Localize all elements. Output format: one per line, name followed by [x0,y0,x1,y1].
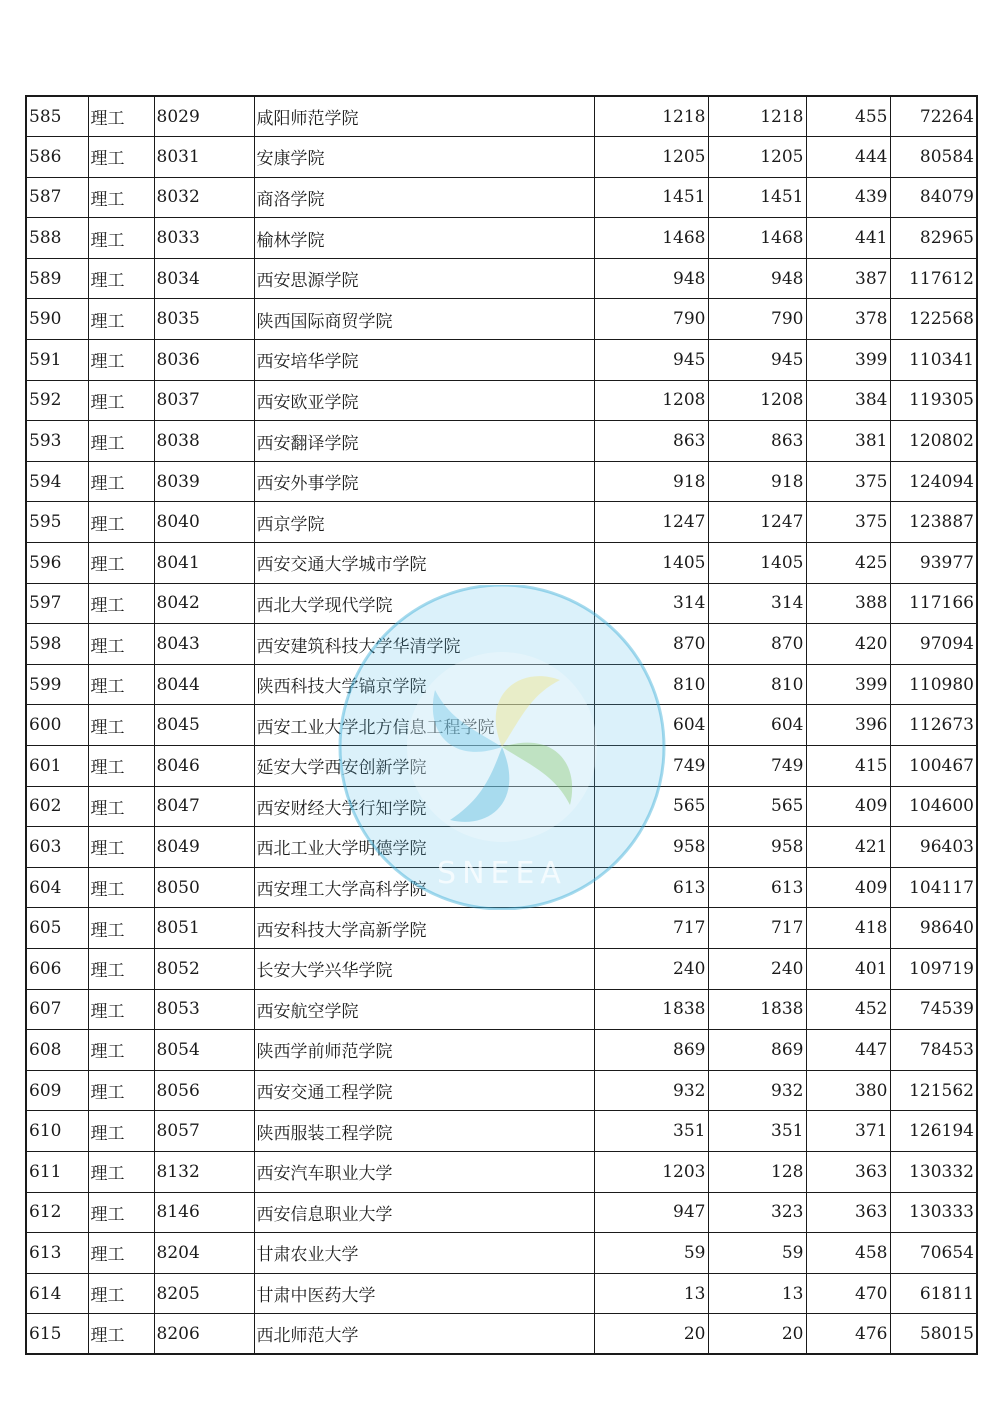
plan-count-cell: 717 [594,908,708,949]
plan-count-cell: 948 [594,258,708,299]
category-cell: 理工 [88,340,154,381]
min-score-cell: 452 [806,989,890,1030]
admitted-count-cell: 13 [708,1273,806,1314]
school-name-cell: 西安欧亚学院 [254,380,594,421]
table-row [26,948,977,989]
admitted-count-cell: 918 [708,461,806,502]
row-index-cell: 613 [26,1233,88,1274]
school-code-cell: 8042 [154,583,254,624]
plan-count-cell: 947 [594,1192,708,1233]
school-code-cell: 8056 [154,1070,254,1111]
school-code-cell: 8146 [154,1192,254,1233]
table-row [26,583,977,624]
min-score-cell: 375 [806,461,890,502]
school-code-cell: 8206 [154,1314,254,1355]
plan-count-cell: 945 [594,340,708,381]
table-row [26,1233,977,1274]
min-score-cell: 396 [806,705,890,746]
category-cell: 理工 [88,1273,154,1314]
row-index-cell: 607 [26,989,88,1030]
school-name-cell: 陕西服装工程学院 [254,1111,594,1152]
table-row [26,1192,977,1233]
category-cell: 理工 [88,1233,154,1274]
table-body [26,96,977,1354]
school-code-cell: 8031 [154,137,254,178]
row-index-cell: 593 [26,421,88,462]
admitted-count-cell: 1218 [708,96,806,137]
admitted-count-cell: 20 [708,1314,806,1355]
min-score-cell: 375 [806,502,890,543]
admitted-count-cell: 604 [708,705,806,746]
rank-cell: 119305 [890,380,977,421]
admitted-count-cell: 948 [708,258,806,299]
category-cell: 理工 [88,989,154,1030]
school-name-cell: 西安信息职业大学 [254,1192,594,1233]
admitted-count-cell: 314 [708,583,806,624]
admitted-count-cell: 932 [708,1070,806,1111]
plan-count-cell: 1451 [594,177,708,218]
school-name-cell: 西安财经大学行知学院 [254,786,594,827]
category-cell: 理工 [88,1314,154,1355]
row-index-cell: 615 [26,1314,88,1355]
school-name-cell: 西安工业大学北方信息工程学院 [254,705,594,746]
table-row [26,1273,977,1314]
school-code-cell: 8041 [154,543,254,584]
admitted-count-cell: 790 [708,299,806,340]
rank-cell: 100467 [890,746,977,787]
plan-count-cell: 870 [594,624,708,665]
min-score-cell: 415 [806,746,890,787]
admitted-count-cell: 1208 [708,380,806,421]
category-cell: 理工 [88,583,154,624]
table-row [26,177,977,218]
admitted-count-cell: 1405 [708,543,806,584]
school-name-cell: 西安建筑科技大学华清学院 [254,624,594,665]
school-code-cell: 8046 [154,746,254,787]
school-name-cell: 西安汽车职业大学 [254,1151,594,1192]
min-score-cell: 401 [806,948,890,989]
admitted-count-cell: 565 [708,786,806,827]
plan-count-cell: 314 [594,583,708,624]
table-row [26,258,977,299]
admitted-count-cell: 240 [708,948,806,989]
category-cell: 理工 [88,705,154,746]
table-row [26,137,977,178]
category-cell: 理工 [88,177,154,218]
school-code-cell: 8204 [154,1233,254,1274]
table-row [26,1070,977,1111]
table-row [26,96,977,137]
row-index-cell: 602 [26,786,88,827]
school-code-cell: 8049 [154,827,254,868]
school-code-cell: 8051 [154,908,254,949]
admitted-count-cell: 1247 [708,502,806,543]
plan-count-cell: 1218 [594,96,708,137]
table-row [26,786,977,827]
school-code-cell: 8040 [154,502,254,543]
category-cell: 理工 [88,421,154,462]
school-code-cell: 8039 [154,461,254,502]
school-code-cell: 8029 [154,96,254,137]
row-index-cell: 603 [26,827,88,868]
rank-cell: 120802 [890,421,977,462]
table-row [26,867,977,908]
category-cell: 理工 [88,299,154,340]
school-name-cell: 西安翻译学院 [254,421,594,462]
category-cell: 理工 [88,624,154,665]
school-name-cell: 安康学院 [254,137,594,178]
table-row [26,989,977,1030]
category-cell: 理工 [88,1070,154,1111]
category-cell: 理工 [88,746,154,787]
plan-count-cell: 613 [594,867,708,908]
rank-cell: 122568 [890,299,977,340]
plan-count-cell: 1405 [594,543,708,584]
admitted-count-cell: 1838 [708,989,806,1030]
min-score-cell: 409 [806,786,890,827]
rank-cell: 72264 [890,96,977,137]
row-index-cell: 592 [26,380,88,421]
row-index-cell: 595 [26,502,88,543]
plan-count-cell: 20 [594,1314,708,1355]
rank-cell: 97094 [890,624,977,665]
admitted-count-cell: 749 [708,746,806,787]
admitted-count-cell: 613 [708,867,806,908]
plan-count-cell: 918 [594,461,708,502]
table-row [26,664,977,705]
admitted-count-cell: 870 [708,624,806,665]
row-index-cell: 599 [26,664,88,705]
min-score-cell: 470 [806,1273,890,1314]
table-row [26,624,977,665]
row-index-cell: 588 [26,218,88,259]
category-cell: 理工 [88,827,154,868]
table-row [26,827,977,868]
school-code-cell: 8033 [154,218,254,259]
category-cell: 理工 [88,948,154,989]
row-index-cell: 608 [26,1030,88,1071]
min-score-cell: 363 [806,1151,890,1192]
min-score-cell: 421 [806,827,890,868]
school-name-cell: 甘肃农业大学 [254,1233,594,1274]
category-cell: 理工 [88,908,154,949]
category-cell: 理工 [88,664,154,705]
min-score-cell: 444 [806,137,890,178]
row-index-cell: 596 [26,543,88,584]
school-code-cell: 8038 [154,421,254,462]
min-score-cell: 387 [806,258,890,299]
category-cell: 理工 [88,258,154,299]
table-row [26,1030,977,1071]
rank-cell: 130333 [890,1192,977,1233]
plan-count-cell: 810 [594,664,708,705]
category-cell: 理工 [88,380,154,421]
rank-cell: 112673 [890,705,977,746]
min-score-cell: 418 [806,908,890,949]
category-cell: 理工 [88,1030,154,1071]
category-cell: 理工 [88,1111,154,1152]
school-name-cell: 陕西科技大学镐京学院 [254,664,594,705]
plan-count-cell: 1468 [594,218,708,259]
min-score-cell: 441 [806,218,890,259]
min-score-cell: 378 [806,299,890,340]
school-name-cell: 西安培华学院 [254,340,594,381]
admitted-count-cell: 863 [708,421,806,462]
table-row [26,502,977,543]
row-index-cell: 587 [26,177,88,218]
rank-cell: 82965 [890,218,977,259]
school-name-cell: 西京学院 [254,502,594,543]
min-score-cell: 455 [806,96,890,137]
school-name-cell: 长安大学兴华学院 [254,948,594,989]
rank-cell: 110341 [890,340,977,381]
school-code-cell: 8045 [154,705,254,746]
school-code-cell: 8044 [154,664,254,705]
school-name-cell: 陕西国际商贸学院 [254,299,594,340]
school-code-cell: 8205 [154,1273,254,1314]
table-row [26,380,977,421]
admitted-count-cell: 1205 [708,137,806,178]
min-score-cell: 380 [806,1070,890,1111]
admitted-count-cell: 323 [708,1192,806,1233]
school-code-cell: 8057 [154,1111,254,1152]
row-index-cell: 585 [26,96,88,137]
table-row [26,218,977,259]
plan-count-cell: 565 [594,786,708,827]
rank-cell: 58015 [890,1314,977,1355]
rank-cell: 110980 [890,664,977,705]
school-name-cell: 西安思源学院 [254,258,594,299]
row-index-cell: 594 [26,461,88,502]
school-name-cell: 西安交通大学城市学院 [254,543,594,584]
category-cell: 理工 [88,786,154,827]
min-score-cell: 388 [806,583,890,624]
admitted-count-cell: 128 [708,1151,806,1192]
rank-cell: 96403 [890,827,977,868]
rank-cell: 104117 [890,867,977,908]
plan-count-cell: 1838 [594,989,708,1030]
school-code-cell: 8043 [154,624,254,665]
category-cell: 理工 [88,1151,154,1192]
table-row [26,746,977,787]
school-name-cell: 延安大学西安创新学院 [254,746,594,787]
row-index-cell: 598 [26,624,88,665]
school-name-cell: 商洛学院 [254,177,594,218]
rank-cell: 93977 [890,543,977,584]
school-code-cell: 8053 [154,989,254,1030]
plan-count-cell: 863 [594,421,708,462]
plan-count-cell: 604 [594,705,708,746]
row-index-cell: 605 [26,908,88,949]
school-code-cell: 8050 [154,867,254,908]
table-row [26,1314,977,1355]
table-row [26,421,977,462]
plan-count-cell: 958 [594,827,708,868]
school-code-cell: 8035 [154,299,254,340]
school-name-cell: 西安理工大学高科学院 [254,867,594,908]
rank-cell: 74539 [890,989,977,1030]
school-name-cell: 甘肃中医药大学 [254,1273,594,1314]
plan-count-cell: 749 [594,746,708,787]
table-row [26,1151,977,1192]
category-cell: 理工 [88,137,154,178]
rank-cell: 80584 [890,137,977,178]
plan-count-cell: 1208 [594,380,708,421]
school-code-cell: 8054 [154,1030,254,1071]
plan-count-cell: 790 [594,299,708,340]
school-code-cell: 8034 [154,258,254,299]
min-score-cell: 425 [806,543,890,584]
plan-count-cell: 351 [594,1111,708,1152]
admission-table-container [25,95,978,1355]
rank-cell: 121562 [890,1070,977,1111]
admitted-count-cell: 869 [708,1030,806,1071]
plan-count-cell: 13 [594,1273,708,1314]
admitted-count-cell: 958 [708,827,806,868]
category-cell: 理工 [88,96,154,137]
school-code-cell: 8052 [154,948,254,989]
row-index-cell: 609 [26,1070,88,1111]
min-score-cell: 371 [806,1111,890,1152]
row-index-cell: 611 [26,1151,88,1192]
plan-count-cell: 1203 [594,1151,708,1192]
rank-cell: 78453 [890,1030,977,1071]
table-row [26,908,977,949]
plan-count-cell: 240 [594,948,708,989]
row-index-cell: 604 [26,867,88,908]
school-code-cell: 8036 [154,340,254,381]
row-index-cell: 614 [26,1273,88,1314]
row-index-cell: 586 [26,137,88,178]
school-name-cell: 西安航空学院 [254,989,594,1030]
rank-cell: 61811 [890,1273,977,1314]
plan-count-cell: 1205 [594,137,708,178]
min-score-cell: 476 [806,1314,890,1355]
table-row [26,461,977,502]
plan-count-cell: 869 [594,1030,708,1071]
admitted-count-cell: 717 [708,908,806,949]
min-score-cell: 420 [806,624,890,665]
school-name-cell: 咸阳师范学院 [254,96,594,137]
category-cell: 理工 [88,502,154,543]
school-name-cell: 西安交通工程学院 [254,1070,594,1111]
row-index-cell: 589 [26,258,88,299]
row-index-cell: 610 [26,1111,88,1152]
row-index-cell: 591 [26,340,88,381]
category-cell: 理工 [88,461,154,502]
row-index-cell: 597 [26,583,88,624]
admitted-count-cell: 945 [708,340,806,381]
min-score-cell: 384 [806,380,890,421]
min-score-cell: 409 [806,867,890,908]
school-code-cell: 8132 [154,1151,254,1192]
row-index-cell: 590 [26,299,88,340]
row-index-cell: 600 [26,705,88,746]
rank-cell: 130332 [890,1151,977,1192]
admitted-count-cell: 1468 [708,218,806,259]
watermark-text: SNEEA [437,856,567,891]
admitted-count-cell: 1451 [708,177,806,218]
rank-cell: 117166 [890,583,977,624]
min-score-cell: 363 [806,1192,890,1233]
category-cell: 理工 [88,218,154,259]
table-row [26,705,977,746]
category-cell: 理工 [88,867,154,908]
rank-cell: 104600 [890,786,977,827]
rank-cell: 117612 [890,258,977,299]
min-score-cell: 439 [806,177,890,218]
school-code-cell: 8032 [154,177,254,218]
admitted-count-cell: 810 [708,664,806,705]
school-name-cell: 西安科技大学高新学院 [254,908,594,949]
rank-cell: 98640 [890,908,977,949]
rank-cell: 126194 [890,1111,977,1152]
admission-score-table [25,95,978,1355]
rank-cell: 109719 [890,948,977,989]
school-name-cell: 西安外事学院 [254,461,594,502]
table-row [26,1111,977,1152]
rank-cell: 124094 [890,461,977,502]
school-code-cell: 8037 [154,380,254,421]
school-name-cell: 西北大学现代学院 [254,583,594,624]
school-name-cell: 榆林学院 [254,218,594,259]
rank-cell: 84079 [890,177,977,218]
min-score-cell: 458 [806,1233,890,1274]
category-cell: 理工 [88,1192,154,1233]
min-score-cell: 381 [806,421,890,462]
table-row [26,340,977,381]
row-index-cell: 606 [26,948,88,989]
table-row [26,299,977,340]
admitted-count-cell: 59 [708,1233,806,1274]
row-index-cell: 601 [26,746,88,787]
school-code-cell: 8047 [154,786,254,827]
min-score-cell: 399 [806,664,890,705]
min-score-cell: 447 [806,1030,890,1071]
school-name-cell: 陕西学前师范学院 [254,1030,594,1071]
category-cell: 理工 [88,543,154,584]
min-score-cell: 399 [806,340,890,381]
plan-count-cell: 59 [594,1233,708,1274]
row-index-cell: 612 [26,1192,88,1233]
plan-count-cell: 1247 [594,502,708,543]
table-row [26,543,977,584]
plan-count-cell: 932 [594,1070,708,1111]
school-name-cell: 西北工业大学明德学院 [254,827,594,868]
rank-cell: 70654 [890,1233,977,1274]
school-name-cell: 西北师范大学 [254,1314,594,1355]
rank-cell: 123887 [890,502,977,543]
admitted-count-cell: 351 [708,1111,806,1152]
